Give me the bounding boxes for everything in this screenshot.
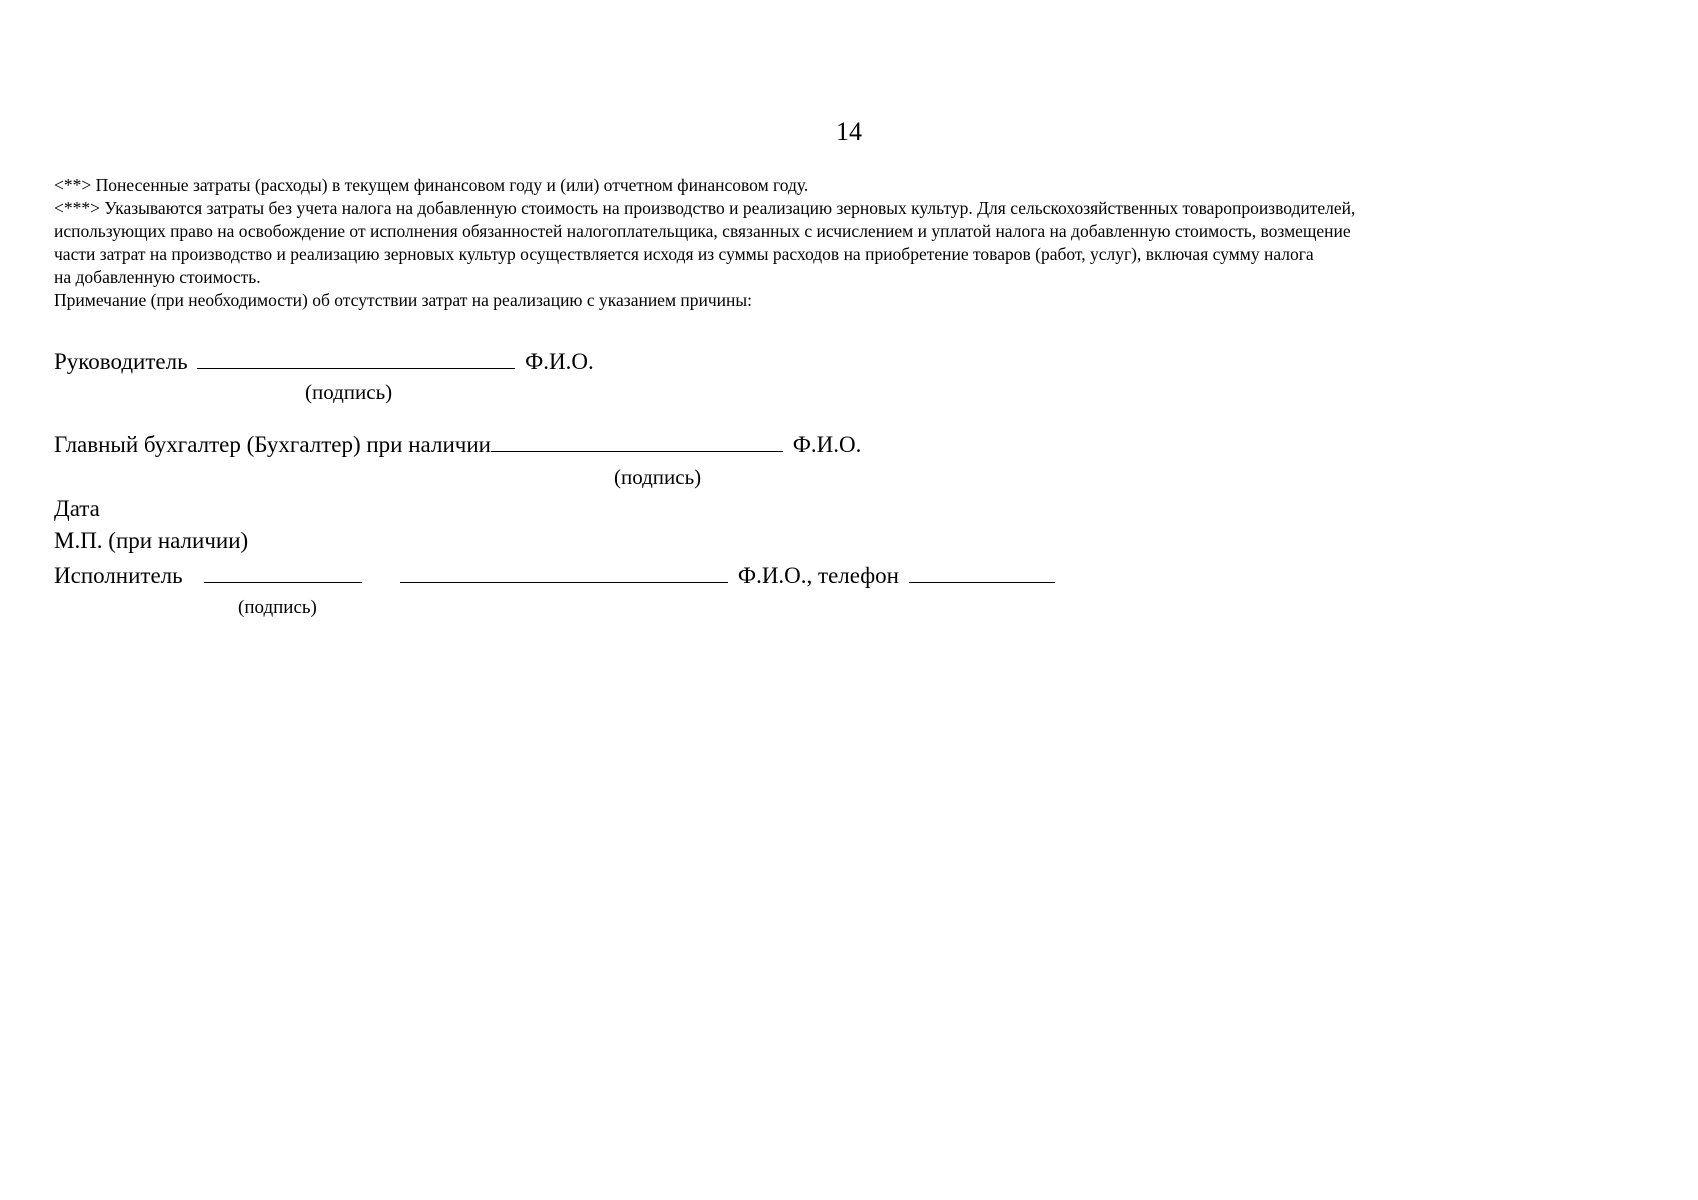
accountant-fio: Ф.И.О. xyxy=(792,432,862,457)
footnote-triple-star-line3: части затрат на производство и реализацию зерновых культур осуществляется исходя из суммы расходов на приобретение товаров (работ, услуг), включая сумму налога xyxy=(54,244,1314,264)
remark-note: Примечание (при необходимости) об отсутствии затрат на реализацию с указанием причины: xyxy=(54,290,753,310)
accountant-signature-line xyxy=(491,431,783,452)
footnote-triple-star-line2: использующих право на освобождение от исполнения обязанностей налогоплательщика, связанных с исчислением и уплатой налога на добавленную стоимость, возмещение xyxy=(54,221,1351,241)
head-signature-row xyxy=(54,348,594,376)
footnote-double-star: <**> Понесенные затраты (расходы) в текущем финансовом году и (или) отчетном финансовом году. xyxy=(54,175,809,195)
executor-phone-line xyxy=(909,562,1055,583)
head-signature-line xyxy=(197,348,515,369)
executor-signature-row xyxy=(54,562,1055,590)
head-label: Руководитель xyxy=(54,349,188,374)
footnotes xyxy=(54,174,1654,312)
executor-signature-line xyxy=(204,562,362,583)
page-number: 14 xyxy=(836,117,862,146)
head-fio: Ф.И.О. xyxy=(525,349,594,374)
executor-name-line xyxy=(400,562,728,583)
stamp-label: М.П. (при наличии) xyxy=(54,528,249,553)
date-label: Дата xyxy=(54,496,100,521)
accountant-signature-caption: (подпись) xyxy=(614,465,702,489)
executor-label: Исполнитель xyxy=(54,563,183,588)
accountant-label: Главный бухгалтер (Бухгалтер) при наличии xyxy=(54,432,491,457)
footnote-triple-star-line1: <***> Указываются затраты без учета налога на добавленную стоимость на производство и реализацию зерновых культур. Для сельскохозяйственных товаропроизводителей, xyxy=(54,198,1356,218)
executor-signature-caption: (подпись) xyxy=(238,597,317,618)
head-signature-caption: (подпись) xyxy=(305,380,393,404)
accountant-signature-row xyxy=(54,431,861,459)
footnote-triple-star-line4: на добавленную стоимость. xyxy=(54,267,261,287)
executor-fio-phone: Ф.И.О., телефон xyxy=(737,563,899,588)
